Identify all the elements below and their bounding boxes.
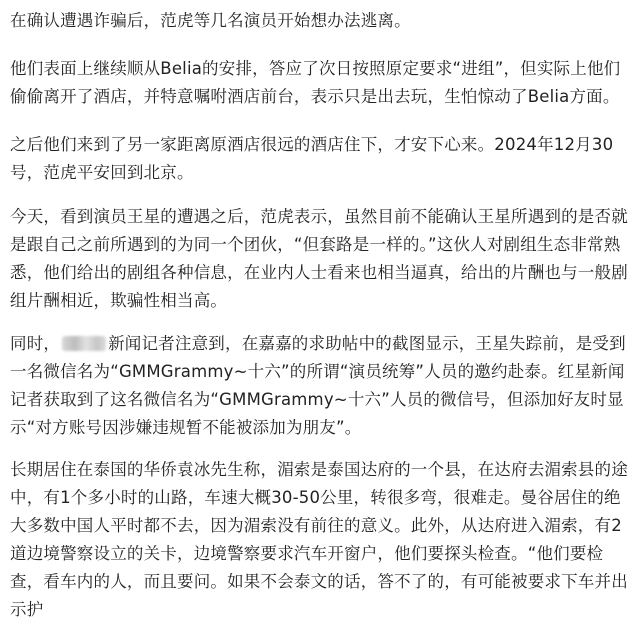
- blurred-media-name: [62, 336, 106, 351]
- paragraph-5: [10, 330, 630, 442]
- paragraph-2: 他们表面上继续顺从Belia的安排，答应了次日按照原定要求“进组”，但实际上他们偷偷离开了酒店，并特意嘱咐酒店前台，表示只是出去玩，生怕惊动了Belia方面。: [10, 59, 621, 106]
- paragraph-4: 今天，看到演员王星的遭遇之后，范虎表示，虽然目前不能确认王星所遇到的是否就是跟自己之前所遇到的为同一个团伙，“但套路是一样的。”这伙人对剧组生态非常熟悉，他们给出的剧组各种信息，在业内人士看来也相当逼真，给出的片酬也与一般剧组片酬相近，欺骗性相当高。: [10, 207, 628, 310]
- paragraph-6: 长期居住在泰国的华侨袁冰先生称，湄索是泰国达府的一个县，在达府去湄索县的途中，有1个多小时的山路，车速大概30-50公里，转很多弯，很难走。曼谷居住的绝大多数中国人平时都不去，因为湄索没有前往的意义。此外，从达府进入湄索，有2道边境警察设立的关卡，边境警察要求汽车开窗户，他们要探头检查。“他们要检查，看车内的人，而且要问。如果不会泰文的话，答不了的，有可能被要求下车并出示护: [10, 460, 628, 619]
- paragraph-5-start: 同时，: [10, 334, 61, 353]
- paragraph-3: 之后他们来到了另一家距离原酒店很远的酒店住下，才安下心来。2024年12月30号，范虎平安回到北京。: [10, 135, 614, 182]
- paragraph-1: 在确认遭遇诈骗后，范虎等几名演员开始想办法逃离。: [10, 11, 411, 30]
- paragraph-5-rest: 新闻记者注意到，在嘉嘉的求助帖中的截图显示，王星失踪前，是受到一名微信名为“GMMGrammy~十六”的所谓“演员统筹”人员的邀约赴泰。红星新闻记者获取到了这名微信名为“GMMGrammy~十六”人员的微信号，但添加好友时显示“对方账号因涉嫌违规暂不能被添加为朋友”。: [10, 334, 626, 437]
